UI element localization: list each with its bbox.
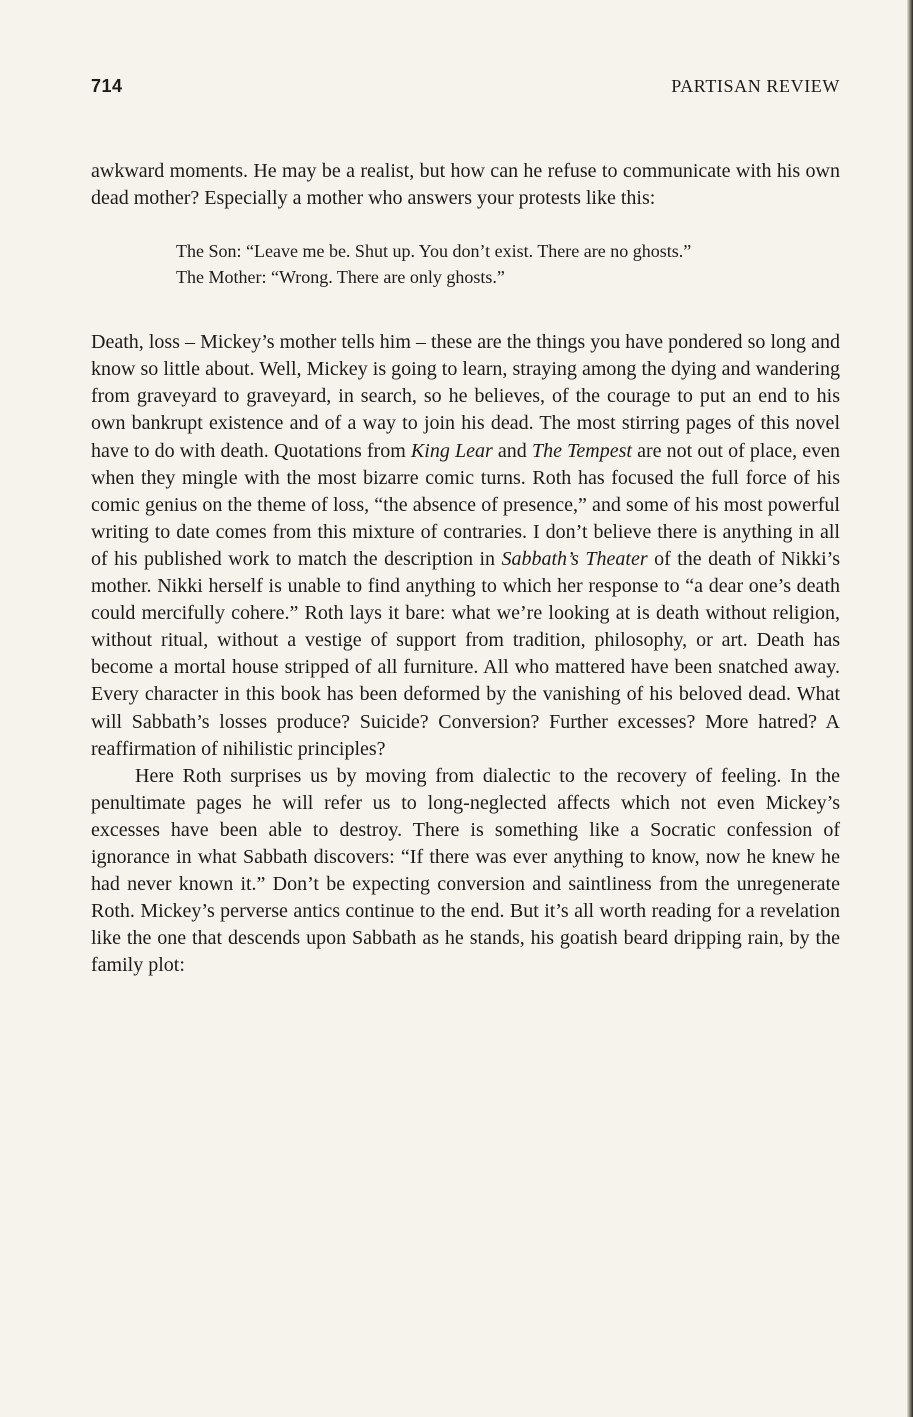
work-title-the-tempest: The Tempest bbox=[531, 439, 632, 462]
page-edge bbox=[907, 0, 913, 1417]
paragraph-death-loss bbox=[91, 329, 840, 763]
page-number: 714 bbox=[91, 76, 123, 96]
running-head bbox=[91, 76, 840, 102]
opening-paragraph: awkward moments. He may be a realist, but how can he refuse to communicate with his own dead mother? Especially a mother who answers your protests like this: bbox=[91, 160, 840, 210]
dialogue-speaker: The Mother: bbox=[176, 267, 267, 288]
work-title-sabbaths-theater: Sabbath’s Theater bbox=[501, 547, 648, 570]
dialogue-line bbox=[139, 264, 792, 290]
text-run: are not out of place, even when they mingle with the most bizarre comic turns. Roth has focused the full force of his comic genius on the theme of loss, “the absence of presence,” and some of his most powerful writing to date comes from this mixture of contraries. I don’t believe there is anything in all of his published work to match the description in bbox=[91, 439, 840, 570]
dialogue-speaker: The Son: bbox=[176, 241, 242, 262]
text-run: Death, loss – Mickey’s mother tells him – these are the things you have pondered so long and know so little about. Well, Mickey is going to learn, straying among the dying and wandering from graveyard to graveyard, in search, so he believes, of the courage to put an end to his own bankrupt existence and of a way to join his dead. The most stirring pages of this novel have to do with death. Quotations from bbox=[91, 331, 840, 462]
article-body bbox=[91, 158, 840, 979]
journal-title: PARTISAN REVIEW bbox=[671, 76, 840, 96]
dialogue-quote bbox=[139, 238, 792, 290]
text-run: and bbox=[492, 439, 532, 462]
text-run: of the death of Nikki’s mother. Nikki herself is unable to find anything to which her response to “a dear one’s death could mercifully cohere.” Roth lays it bare: what we’re looking at is death without religion, without ritual, without a vestige of support from tradition, philosophy, or art. Death has become a mortal house stripped of all furniture. All who mattered have been snatched away. Every character in this book has been deformed by the vanishing of his beloved dead. What will Sabbath’s losses produce? Suicide? Conversion? Further excesses? More hatred? A reaffirmation of nihilistic principles? bbox=[91, 547, 840, 760]
dialogue-text: “Leave me be. Shut up. You don’t exist. There are no ghosts.” bbox=[246, 241, 692, 262]
dialogue-line bbox=[139, 238, 792, 264]
work-title-king-lear: King Lear bbox=[410, 439, 493, 462]
paragraph-recovery-of-feeling: Here Roth surprises us by moving from dialectic to the recovery of feeling. In the penultimate pages he will refer us to long-neglected affects which not even Mickey’s excesses have been able to destroy. There is something like a Socratic confession of ignorance in what Sabbath discovers: “If there was ever anything to know, now he knew he had never known it.” Don’t be expecting conversion and saintliness from the unregenerate Roth. Mickey’s perverse antics continue to the end. But it’s all worth reading for a revelation like the one that descends upon Sabbath as he stands, his goatish beard dripping rain, by the family plot: bbox=[91, 764, 840, 977]
dialogue-text: “Wrong. There are only ghosts.” bbox=[270, 267, 505, 288]
